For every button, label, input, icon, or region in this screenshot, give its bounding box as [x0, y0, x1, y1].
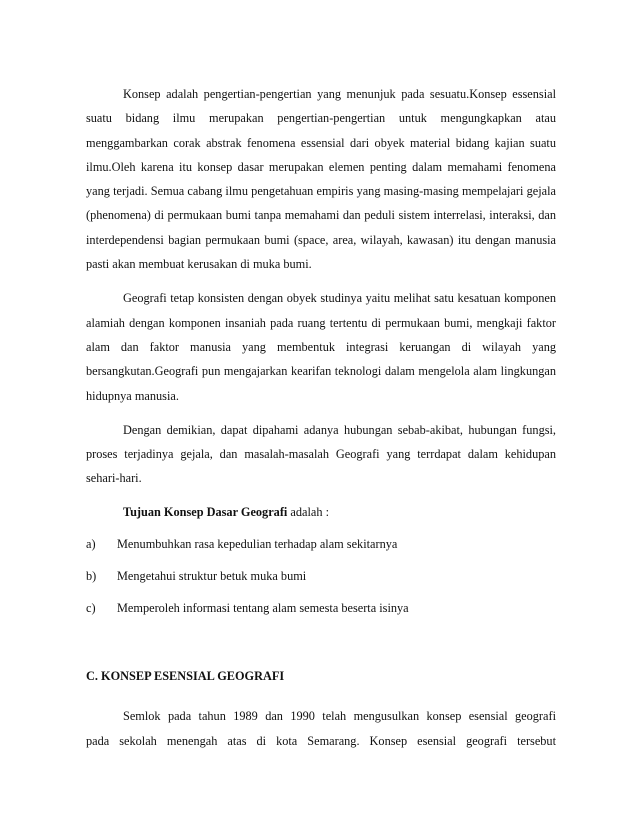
paragraph-semlok-line2: pada sekolah menengah atas di kota Semarang. Konsep esensial geografi tersebut — [86, 733, 556, 748]
list-marker: c) — [86, 600, 96, 615]
section-heading: C. KONSEP ESENSIAL GEOGRAFI — [86, 668, 285, 683]
document-page — [86, 82, 556, 754]
tujuan-list — [86, 534, 556, 630]
paragraph-demikian: Dengan demikian, dapat dipahami adanya hubungan sebab-akibat, hubungan fungsi, proses terjadinya gejala, dan masalah-masalah Geografi yang terrdapat dalam kehidupan sehari-hari. — [86, 422, 556, 486]
list-text: Memperoleh informasi tentang alam semesta beserta isinya — [117, 600, 409, 615]
list-text: Mengetahui struktur betuk muka bumi — [117, 568, 307, 583]
list-text: Menumbuhkan rasa kepedulian terhadap alam sekitarnya — [117, 536, 398, 551]
list-item — [86, 566, 556, 598]
tujuan-rest: adalah : — [287, 504, 329, 519]
list-marker: b) — [86, 568, 97, 583]
list-item — [86, 598, 556, 630]
list-item — [86, 534, 556, 566]
paragraph-konsep: Konsep adalah pengertian-pengertian yang menunjuk pada sesuatu.Konsep essensial suatu bidang ilmu merupakan pengertian-pengertian untuk mengungkapkan atau menggambarkan corak abstrak fenomena essensial dari obyek material bidang kajian suatu ilmu.Oleh karena itu konsep dasar merupakan elemen penting dalam memahami fenomena yang terjadi. Semua cabang ilmu pengetahuan empiris yang masing-masing mempelajari gejala (phenomena) di permukaan bumi tanpa memahami dan peduli sistem interrelasi, interaksi, dan interdependensi bagian permukaan bumi (space, area, wilayah, kawasan) itu dengan manusia pasti akan membuat kerusakan di muka bumi. — [86, 87, 556, 272]
paragraph-geografi: Geografi tetap konsisten dengan obyek studinya yaitu melihat satu kesatuan komponen alamiah dengan komponen insaniah pada ruang tertentu di permukaan bumi, mengkaji faktor alam dan faktor manusia yang membentuk integrasi keruangan di wilayah yang bersangkutan.Geografi pun mengajarkan kearifan teknologi dalam mengelola alam lingkungan hidupnya manusia. — [86, 291, 556, 403]
list-marker: a) — [86, 536, 96, 551]
tujuan-line — [86, 500, 556, 524]
paragraph-semlok-line1: Semlok pada tahun 1989 dan 1990 telah mengusulkan konsep esensial geografi — [123, 708, 556, 723]
tujuan-bold: Tujuan Konsep Dasar Geografi — [123, 504, 288, 519]
